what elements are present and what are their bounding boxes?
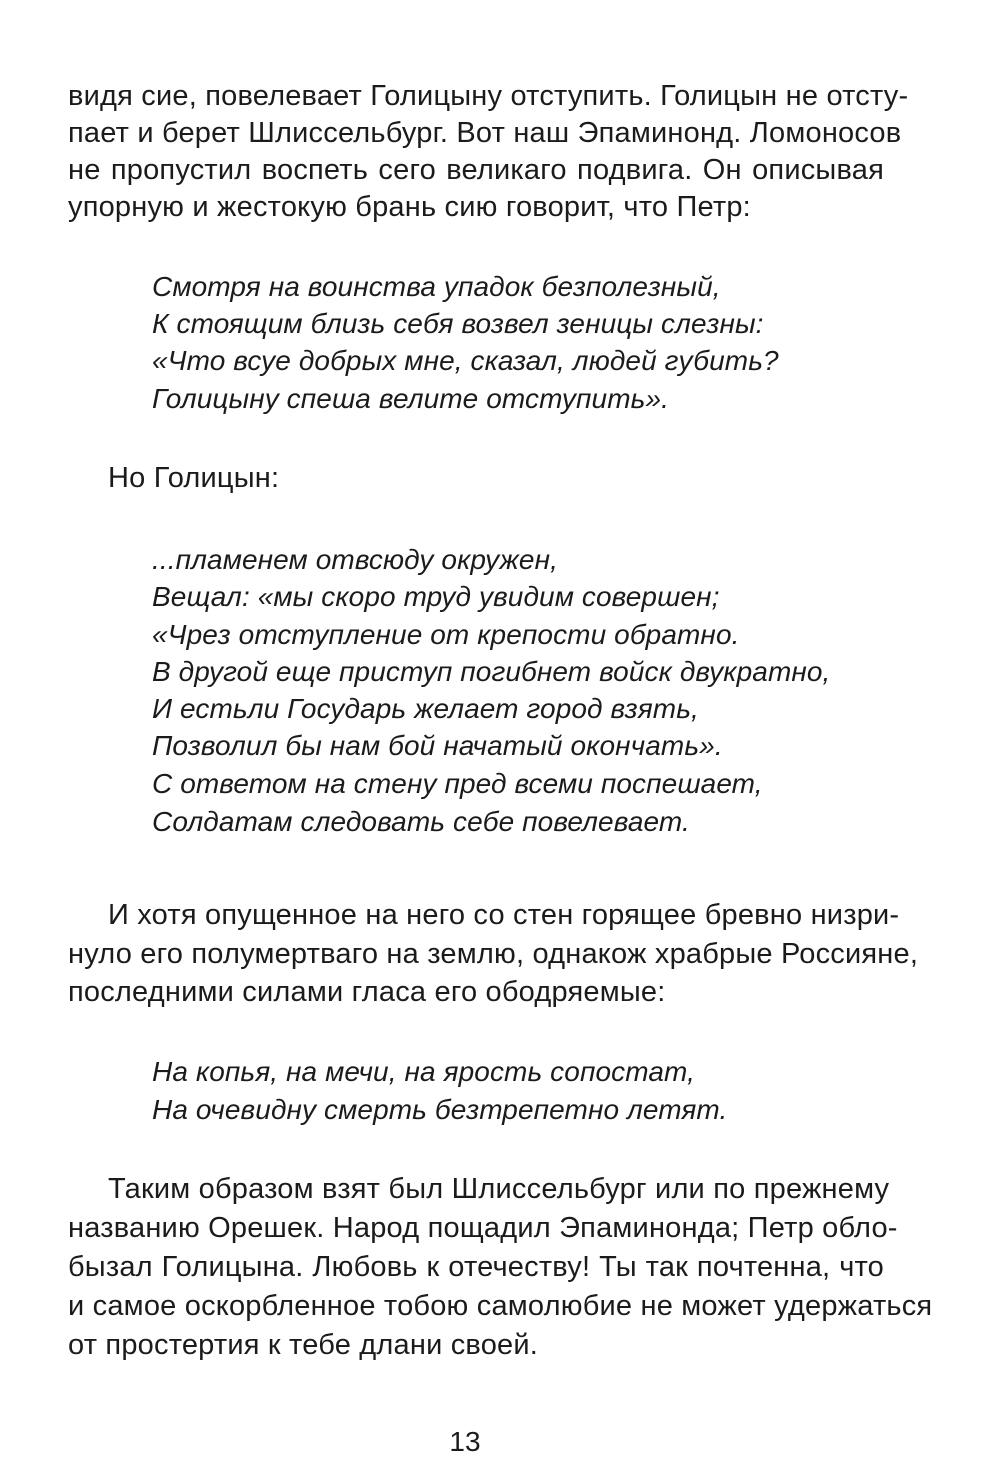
verse-2-line-3: «Чрез отступление от крепости обратно. <box>152 619 740 650</box>
verse-2-line-1: ...пламенем отвсюду окружен, <box>152 544 558 575</box>
verse-2-line-7: С ответом на стену пред всеми поспешает, <box>152 768 763 799</box>
paragraph-4-line-5: от простертия к тебе длани своей. <box>68 1329 539 1361</box>
verse-2-line-8: Солдатам следовать себе повелевает. <box>152 806 690 837</box>
verse-1-line-4: Голицыну спеша велите отступить». <box>152 383 670 414</box>
paragraph-4-line-4: и самое оскорбленное тобою самолюбие не может удержаться <box>68 1290 933 1322</box>
paragraph-2: Но Голицын: <box>108 462 280 494</box>
paragraph-1-line-3: не пропустил воспеть сего великаго подвига. Он описывая <box>68 154 884 186</box>
paragraph-3-line-3: последними силами гласа его ободряемые: <box>68 976 666 1008</box>
paragraph-1-line-4: упорную и жестокую брань сию говорит, что Петр: <box>68 191 751 223</box>
verse-1-line-3: «Что всуе добрых мне, сказал, людей губить? <box>152 345 779 376</box>
paragraph-4-line-1: Таким образом взят был Шлиссельбург или по прежнему <box>108 1173 890 1205</box>
verse-3-line-1: На копья, на мечи, на ярость сопостат, <box>152 1056 696 1087</box>
verse-3-line-2: На очевидну смерть безтрепетно летят. <box>152 1094 728 1125</box>
paragraph-4-line-3: бызал Голицына. Любовь к отечеству! Ты так почтенна, что <box>68 1251 884 1283</box>
verse-2-line-4: В другой еще приступ погибнет войск двукратно, <box>152 656 831 687</box>
paragraph-4-line-2: названию Орешек. Народ пощадил Эпаминонда; Петр обло- <box>68 1212 898 1244</box>
verse-1-line-1: Смотря на воинства упадок безполезный, <box>152 271 721 302</box>
verse-2-line-2: Вещал: «мы скоро труд увидим совершен; <box>152 581 720 612</box>
paragraph-3-line-2: нуло его полумертваго на землю, однакож храбрые Россияне, <box>68 938 919 970</box>
verse-2-line-6: Позволил бы нам бой начатый окончать». <box>152 730 723 761</box>
page-number: 13 <box>449 1426 481 1457</box>
paragraph-3-line-1: И хотя опущенное на него со стен горящее бревно низри- <box>108 899 900 931</box>
verse-1-line-2: К стоящим близь себя возвел зеницы слезны: <box>152 308 764 339</box>
verse-2-line-5: И естьли Государь желает город взять, <box>152 693 699 724</box>
paragraph-1-line-1: видя сие, повелевает Голицыну отступить. Голицын не отсту- <box>68 80 909 112</box>
paragraph-1-line-2: пает и берет Шлиссельбург. Вот наш Эпаминонд. Ломоносов <box>68 117 902 149</box>
